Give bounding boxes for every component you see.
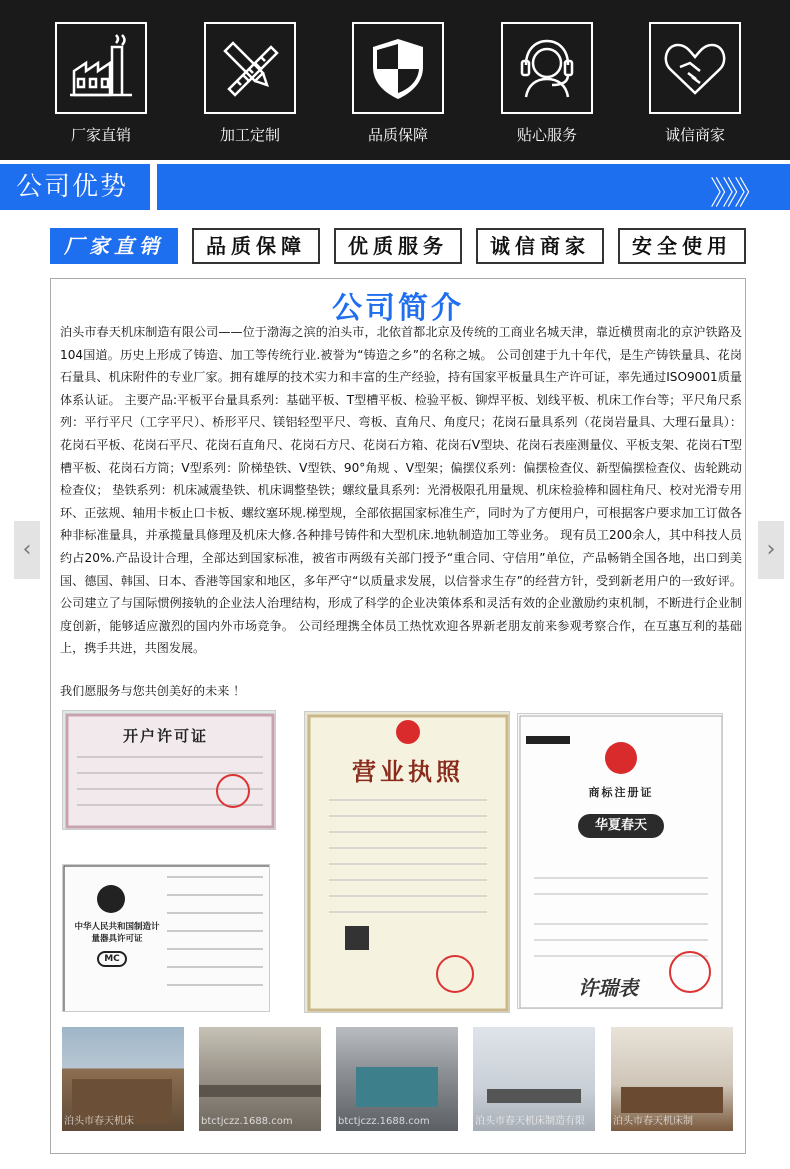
photo-watermark: 泊头市春天机床 — [64, 1116, 134, 1127]
feature-label: 厂家直销 — [70, 126, 131, 144]
account-permit-certificate — [62, 710, 276, 830]
photo-watermark: 泊头市春天机床制造有限 — [475, 1116, 585, 1127]
next-arrow-button[interactable]: › — [758, 521, 784, 579]
certificate-title: 商标注册证 — [588, 786, 654, 799]
feature-label: 品质保障 — [367, 126, 428, 144]
photo-watermark: btctjczz.1688.com — [201, 1116, 293, 1127]
certificate-title: 中华人民共和国制造计量器具许可证 — [74, 922, 160, 944]
headset-icon — [501, 22, 593, 114]
feature-label: 加工定制 — [219, 126, 280, 144]
feature-quality-assurance[interactable] — [352, 22, 444, 145]
business-license-certificate — [304, 711, 510, 1013]
feature-strip — [0, 0, 790, 160]
feature-trustworthy-merchant[interactable] — [649, 22, 741, 145]
company-intro-text: 泊头市春天机床制造有限公司——位于渤海之滨的泊头市，北依首都北京及传统的工商业名城天津，靠近横贯南北的京沪铁路及104国道。历史上形成了铸造、加工等传统行业.被誉为“铸造之乡”的名称之城。 公司创建于九十年代，是生产铸铁量具、花岗石量具、机床附件的专业厂家。拥有雄厚的技术实力和丰富的生产经验，持有国家平板量具生产许可证，率先通过ISO9001质量体系认证。 主要产品:平板平台量具系列：基础平板、T型槽平板、检验平板、铆焊平板、划线平板、机床工作台等；平尺角尺系列：平行平尺（工字平尺）、桥形平尺、镁铝轻型平尺、弯板、直角尺、角度尺；花岗石量具系列（花岗岩量具、大理石量具）：花岗石平板、花岗石平尺、花岗石直角尺、花岗石方尺、花岗石方箱、花岗石V型块、花岗石表座测量仪、平板支架、花岗石T型槽平板、花岗石方筒；V型系列：阶梯垫铁、V型铁、90°角规 、V型架；偏摆仪系列：偏摆检查仪、新型偏摆检查仪、齿轮跳动检查仪； 垫铁系列：机床减震垫铁、机床调整垫铁；螺纹量具系列：光滑极限孔用量规、机床检验棒和圆柱角尺、校对光滑专用环、正弦规、轴用卡板止口卡板、螺纹塞环规.梯型规，全部依据国家标准生产，同时为了方便用户，可根据客户要求加工订做各种非标准量具，并承揽量具修理及机床大修.各种排号铸件和大型机床.地轨制造加工等业务。 现有员工200余人，其中科技人员约占20%.产品设计合理，全部达到国家标准，被省市两级有关部门授予“重合同、守信用”单位，产品畅销全国各地，出口到美国、德国、韩国、日本、香港等国家和地区，多年严守“以质量求发展，以信誉求生存”的经营方针，受到新老用户的一致好评。 公司建立了与国际惯例接轨的企业法人治理结构，形成了科学的企业决策体系和灵活有效的企业激励约束机制，不断进行企业制度创新，能够适应激烈的国内外市场竞争。 公司经理携全体员工热忱欢迎各界新老朋友前来参观考察合作，在互惠互利的基础上，携手共进，共图发展。 — [60, 325, 742, 656]
tab-quality-assurance[interactable]: 品质保障 — [192, 228, 320, 264]
tab-factory-direct[interactable]: 厂家直销 — [50, 228, 178, 264]
panel-title: 公司简介 — [332, 291, 464, 326]
workshop-photo — [199, 1027, 321, 1131]
feature-custom-processing[interactable] — [204, 22, 296, 145]
shield-icon — [352, 22, 444, 114]
section-header-fill — [157, 164, 790, 210]
advantage-tabs — [50, 228, 746, 264]
factory-photo — [62, 1027, 184, 1131]
tab-trustworthy-merchant[interactable]: 诚信商家 — [476, 228, 604, 264]
closing-text: 我们愿服务与您共创美好的未来 ！ — [60, 684, 246, 698]
metrology-license-certificate — [62, 864, 270, 1012]
trademark-logo: 华夏春天 — [578, 814, 664, 838]
trademark-registration-certificate — [517, 713, 723, 1009]
section-title: 公司优势 — [0, 164, 150, 210]
office-photo — [473, 1027, 595, 1131]
prev-arrow-button[interactable]: ‹ — [14, 521, 40, 579]
chevrons-right-icon: 》》》 — [709, 174, 762, 212]
feature-label: 诚信商家 — [664, 126, 725, 144]
handshake-heart-icon — [649, 22, 741, 114]
certificate-title: 开户许可证 — [123, 727, 209, 745]
signature: 许瑞表 — [578, 976, 638, 1000]
photo-watermark: btctjczz.1688.com — [338, 1116, 430, 1127]
machine-photo — [336, 1027, 458, 1131]
feature-label: 贴心服务 — [516, 126, 577, 144]
tab-quality-service[interactable]: 优质服务 — [334, 228, 462, 264]
factory-icon — [55, 22, 147, 114]
cmc-mark: MC — [97, 951, 127, 967]
feature-caring-service[interactable] — [501, 22, 593, 145]
ruler-pencil-icon — [204, 22, 296, 114]
company-intro-panel — [50, 278, 746, 1154]
tab-safe-use[interactable]: 安全使用 — [618, 228, 746, 264]
photo-watermark: 泊头市春天机床制 — [613, 1116, 693, 1127]
certificate-title: 营业执照 — [352, 757, 464, 786]
section-header — [0, 164, 790, 210]
meeting-room-photo — [611, 1027, 733, 1131]
feature-factory-direct[interactable] — [55, 22, 147, 145]
